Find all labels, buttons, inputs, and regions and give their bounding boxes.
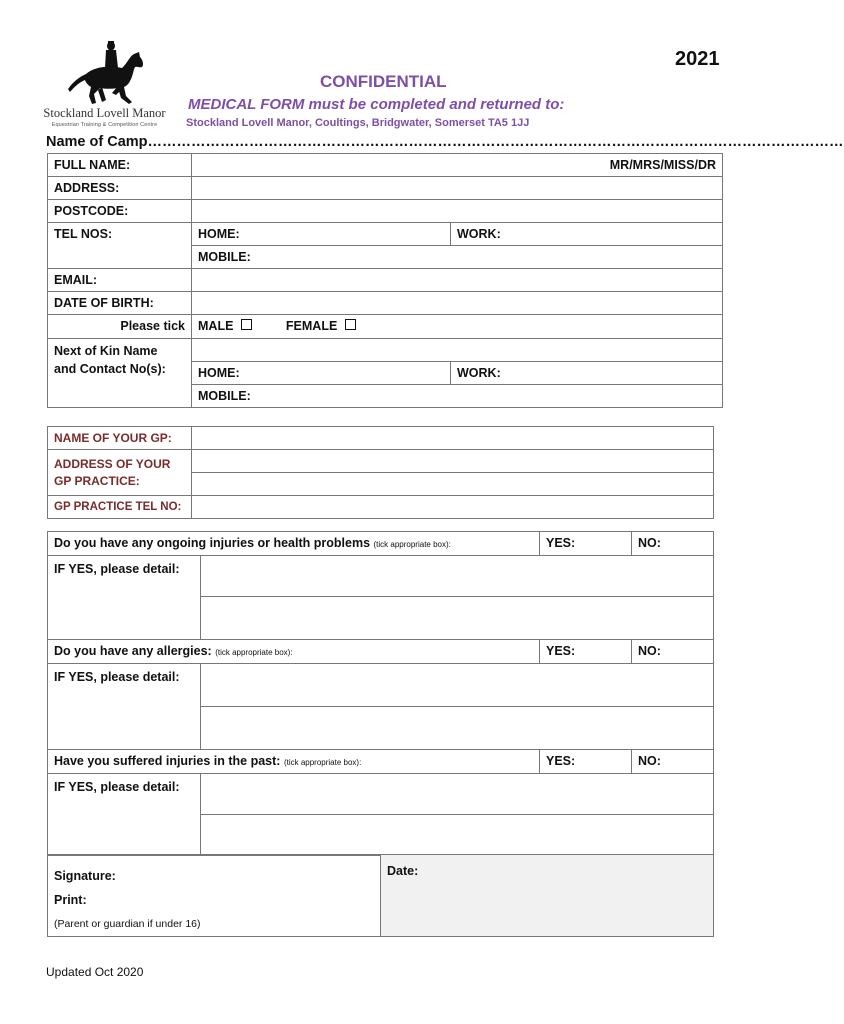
gp-name-field[interactable] — [192, 427, 714, 450]
mobile-field[interactable]: MOBILE: — [192, 246, 723, 269]
q1-no-box[interactable]: NO: — [632, 532, 714, 556]
camp-name-field[interactable]: Name of Camp……………………………………………………………………………………………………………………………… — [46, 134, 844, 150]
q1-detail-label: IF YES, please detail: — [48, 556, 201, 640]
gp-address-line2: GP PRACTICE: — [54, 473, 140, 488]
gp-address-field-2[interactable] — [192, 473, 714, 496]
postcode-field[interactable] — [192, 200, 723, 223]
gp-tel-field[interactable] — [192, 496, 714, 519]
q2-yes-box[interactable]: YES: — [540, 640, 632, 664]
female-checkbox[interactable] — [345, 319, 356, 330]
kin-mobile-field[interactable]: MOBILE: — [192, 385, 723, 408]
form-year: 2021 — [675, 48, 720, 70]
home-tel-field[interactable]: HOME: — [192, 223, 451, 246]
address-label: ADDRESS: — [48, 177, 192, 200]
q1-detail-field-2[interactable] — [201, 597, 714, 640]
personal-details-table — [47, 153, 723, 408]
dob-label: DATE OF BIRTH: — [48, 292, 192, 315]
q3-detail-label: IF YES, please detail: — [48, 774, 201, 856]
gp-address-line1: ADDRESS OF YOUR — [54, 456, 171, 471]
title-options[interactable]: MR/MRS/MISS/DR — [192, 154, 723, 177]
signature-table — [47, 854, 714, 937]
q1-detail-field-1[interactable] — [201, 556, 714, 597]
q3-detail-field-1[interactable] — [201, 774, 714, 815]
logo-name: Stockland Lovell Manor — [43, 106, 166, 120]
postcode-label: POSTCODE: — [48, 200, 192, 223]
q2-detail-field-1[interactable] — [201, 664, 714, 707]
kin-label-line1: Next of Kin Name — [54, 344, 158, 358]
tel-label: TEL NOS: — [48, 223, 192, 269]
logo-subtitle: Equestrian Training & Competition Centre — [51, 122, 158, 128]
q2-detail-label: IF YES, please detail: — [48, 664, 201, 750]
question-ongoing-injuries: Do you have any ongoing injuries or health problems (tick appropriate box): — [48, 532, 540, 556]
female-label: FEMALE — [285, 319, 338, 333]
gp-address-field-1[interactable] — [192, 450, 714, 473]
kin-name-field[interactable] — [192, 339, 723, 362]
kin-home-field[interactable]: HOME: — [192, 362, 451, 385]
confidential-heading: CONFIDENTIAL — [320, 72, 447, 91]
date-field[interactable] — [381, 855, 714, 937]
instruction-text: MEDICAL FORM must be completed and returned to: — [188, 96, 565, 113]
kin-label-line2: and Contact No(s): — [54, 362, 166, 376]
guardian-note: (Parent or guardian if under 16) — [54, 918, 201, 930]
gp-tel-label: GP PRACTICE TEL NO: — [48, 496, 192, 519]
gp-details-table — [47, 426, 714, 519]
next-of-kin-label — [48, 339, 192, 408]
email-label: EMAIL: — [48, 269, 192, 292]
email-field[interactable] — [192, 269, 723, 292]
question-allergies: Do you have any allergies: (tick appropriate box): — [48, 640, 540, 664]
q3-yes-box[interactable]: YES: — [540, 750, 632, 774]
medical-questions-table — [47, 531, 714, 856]
horse-rider-logo-icon — [42, 40, 167, 108]
work-tel-field[interactable]: WORK: — [451, 223, 723, 246]
gp-name-label: NAME OF YOUR GP: — [48, 427, 192, 450]
date-label: Date: — [387, 864, 419, 878]
kin-work-field[interactable]: WORK: — [451, 362, 723, 385]
signature-block[interactable] — [48, 855, 381, 937]
q1-yes-box[interactable]: YES: — [540, 532, 632, 556]
logo — [42, 40, 167, 132]
gp-address-label — [48, 450, 192, 496]
please-tick-label: Please tick — [48, 315, 192, 339]
print-label: Print: — [54, 893, 87, 907]
q2-detail-field-2[interactable] — [201, 707, 714, 750]
address-field[interactable] — [192, 177, 723, 200]
dob-field[interactable] — [192, 292, 723, 315]
male-checkbox[interactable] — [241, 319, 252, 330]
q2-no-box[interactable]: NO: — [632, 640, 714, 664]
signature-label: Signature: — [54, 869, 116, 883]
male-label: MALE — [198, 319, 234, 333]
question-past-injuries: Have you suffered injuries in the past: (tick appropriate box): — [48, 750, 540, 774]
q3-detail-field-2[interactable] — [201, 815, 714, 856]
return-address: Stockland Lovell Manor, Coultings, Bridgwater, Somerset TA5 1JJ — [186, 117, 530, 129]
updated-note: Updated Oct 2020 — [46, 965, 144, 979]
full-name-label: FULL NAME: — [48, 154, 192, 177]
q3-no-box[interactable]: NO: — [632, 750, 714, 774]
